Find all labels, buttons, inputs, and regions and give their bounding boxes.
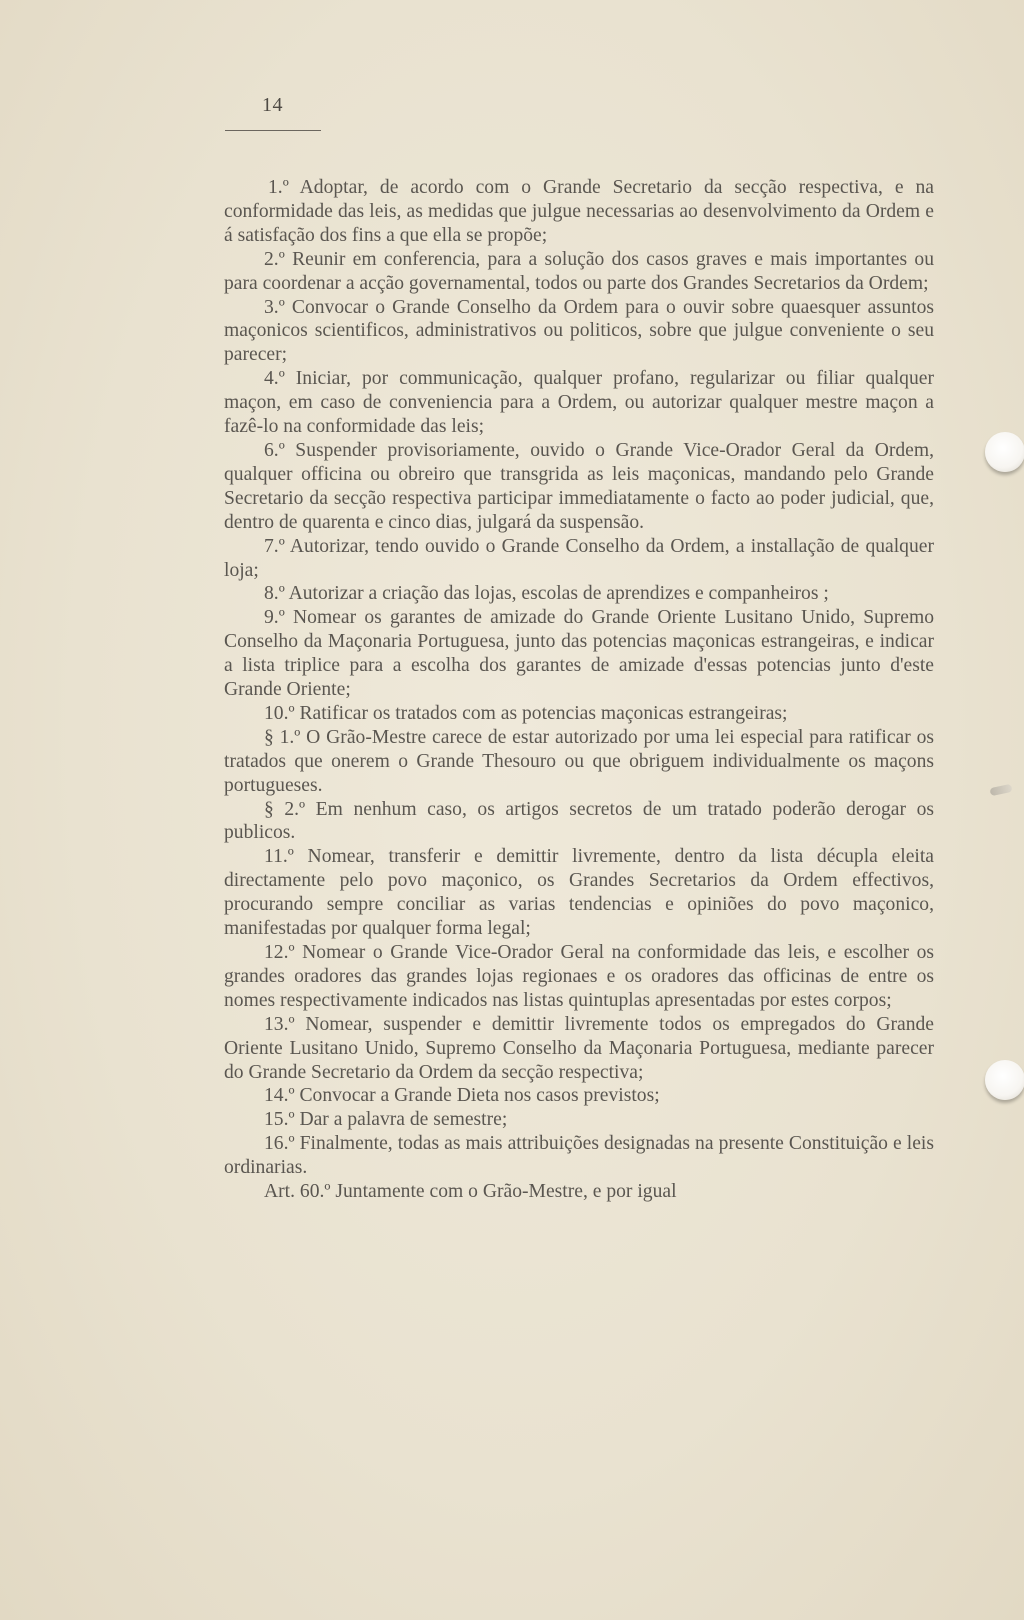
paragraph: 14.º Convocar a Grande Dieta nos casos previstos; [264,1085,660,1107]
paragraph: Art. 60.º Juntamente com o Grão-Mestre, e por igual [264,1181,677,1203]
binding-hole [985,432,1024,472]
paragraph: 7.º Autorizar, tendo ouvido o Grande Conselho da Ordem, a installação de qualquer loja; [224,535,934,581]
paragraph: 12.º Nomear o Grande Vice-Orador Geral na conformidade das leis, e escolher os grandes oradores das grandes lojas regionaes e os oradores das officinas de entre os nomes respectivamente indicados nas listas quintuplas apresentadas por estes corpos; [224,942,934,1011]
paragraph: 9.º Nomear os garantes de amizade do Grande Oriente Lusitano Unido, Supremo Conselho da Maçonaria Portuguesa, junto das potencias maçonicas estrangeiras, e indicar a lista triplice para a escolha dos garantes de amizade d'essas potencias junto d'este Grande Oriente; [224,607,934,701]
paragraph: 4.º Iniciar, por communicação, qualquer profano, regularizar ou filiar qualquer maçon, em caso de conveniencia para a Ordem, ou autorizar qualquer mestre maçon a fazê-lo na conformidade das leis; [224,368,934,438]
paragraph: 10.º Ratificar os tratados com as potencias maçonicas estrangeiras; [264,702,788,724]
page-number: 14 [262,94,283,116]
paragraph: 8.º Autorizar a criação das lojas, escolas de aprendizes e companheiros ; [264,583,829,605]
paragraph: 2.º Reunir em conferencia, para a solução dos casos graves e mais importantes ou para coordenar a acção governamental, todos ou parte dos Grandes Secretarios da Ordem; [224,248,934,294]
paragraph: § 2.º Em nenhum caso, os artigos secretos de um tratado poderão derogar os publicos. [224,798,934,844]
paragraph: § 1.º O Grão-Mestre carece de estar autorizado por uma lei especial para ratificar os tratados que onerem o Grande Thesouro ou que obriguem individualmente os maçons portugueses. [224,726,934,796]
paragraph: 15.º Dar a palavra de semestre; [264,1109,508,1131]
paragraph: 1.º Adoptar, de acordo com o Grande Secretario da secção respectiva, e na conformidade das leis, as medidas que julgue necessarias ao desenvolvimento da Ordem e á satisfação dos fins a que ella se propõe; [224,177,934,246]
binding-hole [985,1060,1024,1100]
paragraph: 16.º Finalmente, todas as mais attribuições designadas na presente Constituição e leis ordinarias. [224,1133,934,1179]
paragraph: 6.º Suspender provisoriamente, ouvido o Grande Vice-Orador Geral da Ordem, qualquer officina ou obreiro que transgrida as leis maçonicas, mandando pelo Grande Secretario da secção respectiva participar immediatamente o facto ao poder judicial, que, dentro de quarenta e cinco dias, julgará da suspensão. [224,439,934,533]
paragraph: 13.º Nomear, suspender e demittir livremente todos os empregados do Grande Oriente Lusitano Unido, Supremo Conselho da Maçonaria Portuguesa, mediante parecer do Grande Secretario da Ordem da secção respectiva; [224,1013,934,1083]
header-rule [225,130,321,131]
body-text [224,176,934,1204]
paragraph: 3.º Convocar o Grande Conselho da Ordem para o ouvir sobre quaesquer assuntos maçonicos scientificos, administrativos ou politicos, sobre que julgue conveniente o seu parecer; [224,296,934,366]
paper-blemish [989,784,1012,796]
paragraph: 11.º Nomear, transferir e demittir livremente, dentro da lista décupla eleita directamente pelo povo maçonico, os Grandes Secretarios da Ordem effectivos, procurando sempre conciliar as varias tendencias e opiniões do povo maçonico, manifestadas por qualquer forma legal; [224,846,934,940]
